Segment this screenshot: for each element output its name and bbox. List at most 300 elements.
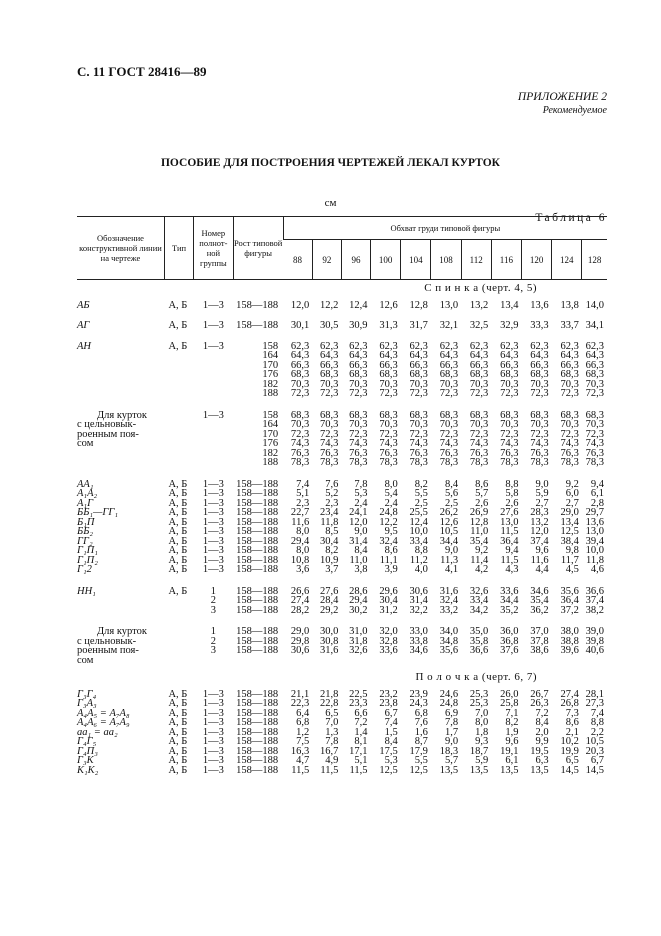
- row-label: К₁К₂: [77, 764, 99, 776]
- row-value: 12,5: [409, 764, 428, 776]
- row-value: 1,2: [296, 726, 310, 738]
- row-type: [164, 627, 193, 637]
- row-group: 1—3: [202, 688, 224, 700]
- row-value: 70,3: [560, 378, 579, 390]
- row-value: [552, 656, 582, 666]
- row-value: 70,3: [320, 378, 339, 390]
- row-value: 4,1: [444, 564, 459, 575]
- row-height: 158—188: [236, 645, 279, 656]
- row-type: [164, 361, 193, 371]
- row-value: 68,3: [409, 409, 428, 421]
- row-value: 31,6: [439, 585, 459, 597]
- row-value: 8,4: [535, 717, 549, 728]
- row-value: 10,0: [409, 526, 428, 537]
- row-value: 31,4: [409, 595, 428, 606]
- row-value: 30,0: [320, 626, 339, 637]
- table-row: [77, 565, 607, 575]
- row-height: 158—188: [236, 554, 279, 566]
- spacer-row: [77, 468, 607, 480]
- row-group: [194, 430, 234, 440]
- row-height: 158—188: [236, 745, 279, 757]
- row-value: 70,3: [379, 378, 398, 390]
- row-value: 11,4: [470, 554, 489, 566]
- row-value: 70,3: [560, 419, 579, 430]
- row-value: 68,3: [560, 369, 579, 380]
- row-value: [491, 656, 521, 666]
- table-row: [77, 380, 607, 390]
- row-value: 8,0: [296, 526, 310, 537]
- row-value: 2,7: [535, 497, 549, 509]
- table-row: [77, 430, 607, 440]
- row-label: сом: [77, 654, 94, 666]
- row-value: 9,9: [535, 736, 549, 747]
- row-value: [371, 656, 401, 666]
- table-row: [77, 596, 607, 606]
- row-value: 30,2: [349, 604, 368, 616]
- row-label: АГ: [77, 320, 90, 331]
- row-value: 6,5: [565, 755, 579, 766]
- row-value: 33,2: [439, 604, 459, 616]
- row-group: [194, 420, 234, 430]
- row-value: 66,3: [379, 359, 398, 371]
- row-value: 37,2: [560, 604, 579, 616]
- row-value: 74,3: [439, 438, 459, 449]
- spacer-row: [77, 310, 607, 321]
- row-height: 158—188: [236, 698, 279, 709]
- spacer-cell: [77, 310, 607, 321]
- row-label: [77, 596, 164, 606]
- row-group: [194, 449, 234, 459]
- row-type: [164, 449, 193, 459]
- row-height: 158—188: [236, 478, 279, 490]
- row-value: 35,4: [469, 535, 489, 547]
- row-value: 68,3: [439, 409, 459, 421]
- row-group: 1—3: [202, 516, 224, 528]
- row-value: 68,3: [585, 369, 604, 380]
- row-value: 62,3: [439, 340, 459, 352]
- row-value: 68,3: [560, 409, 579, 421]
- row-type: А, Б: [168, 688, 188, 700]
- row-value: 37,4: [530, 535, 549, 547]
- table-label: Таблица 6: [535, 212, 607, 224]
- table-row: [77, 321, 607, 331]
- row-group: 1—3: [202, 478, 224, 490]
- row-value: 10,8: [290, 554, 310, 566]
- row-value: 23,3: [349, 698, 368, 709]
- row-group: 2: [210, 595, 216, 606]
- row-value: 70,3: [469, 419, 489, 430]
- row-value: 78,3: [530, 457, 549, 468]
- row-value: 74,3: [320, 438, 339, 449]
- row-value: 76,3: [379, 447, 398, 459]
- row-height: 170: [262, 359, 279, 371]
- row-value: 72,3: [585, 428, 604, 440]
- row-type: [164, 420, 193, 430]
- row-value: 70,3: [409, 378, 428, 390]
- table-row: [77, 301, 607, 311]
- row-value: 8,4: [354, 545, 368, 556]
- row-value: 34,6: [409, 645, 428, 656]
- row-value: 70,3: [379, 419, 398, 430]
- row-label: роенным поя-: [77, 428, 139, 440]
- row-height: 170: [262, 428, 279, 440]
- header-designation: Обозначение конструктивной линии на чертеже: [77, 217, 164, 280]
- row-value: 66,3: [320, 359, 339, 371]
- table-row: [77, 480, 607, 490]
- row-type: А, Б: [168, 554, 188, 566]
- row-value: 12,6: [439, 516, 459, 528]
- row-value: 68,3: [530, 409, 549, 421]
- row-value: 7,3: [565, 707, 579, 719]
- row-value: 5,1: [354, 755, 368, 766]
- row-value: 34,1: [585, 320, 604, 331]
- row-value: 12,0: [530, 526, 549, 537]
- row-value: 72,3: [290, 388, 310, 399]
- row-value: 62,3: [290, 340, 310, 352]
- row-value: 3,8: [354, 564, 368, 575]
- table-row: [77, 508, 607, 518]
- row-value: 22,5: [349, 688, 368, 700]
- row-group: 1: [210, 585, 216, 597]
- row-value: 32,0: [379, 626, 398, 637]
- row-value: 32,1: [439, 320, 459, 331]
- row-label: Г₁П₂: [77, 554, 98, 566]
- row-type: А, Б: [168, 764, 188, 776]
- spacer-cell: [77, 615, 607, 627]
- row-value: 12,4: [409, 516, 428, 528]
- row-value: 25,8: [500, 698, 519, 709]
- row-value: 5,5: [414, 755, 428, 766]
- row-value: 62,3: [349, 340, 368, 352]
- row-group: 3: [210, 604, 216, 616]
- spacer-row: [77, 399, 607, 411]
- row-value: 13,6: [585, 516, 604, 528]
- row-height: 158—188: [236, 717, 279, 728]
- row-value: 8,2: [414, 478, 428, 490]
- row-value: 26,2: [439, 507, 459, 518]
- spacer-row: [77, 615, 607, 627]
- row-label: ББ₁—ГГ₁: [77, 507, 118, 518]
- row-value: 68,3: [500, 409, 519, 421]
- row-value: 32,5: [469, 320, 489, 331]
- table-row: [77, 439, 607, 449]
- row-value: 62,3: [560, 340, 579, 352]
- row-value: 37,4: [585, 595, 604, 606]
- row-value: 8,0: [296, 545, 310, 556]
- table-row: [77, 587, 607, 597]
- row-value: 72,3: [320, 428, 339, 440]
- row-value: 9,8: [565, 545, 579, 556]
- row-group: 1—3: [202, 320, 224, 331]
- row-value: 34,4: [500, 595, 519, 606]
- row-value: 6,7: [384, 707, 398, 719]
- row-value: 10,2: [560, 736, 579, 747]
- row-value: 4,0: [414, 564, 428, 575]
- row-value: 70,3: [349, 419, 368, 430]
- row-value: 28,4: [320, 595, 339, 606]
- row-value: 6,4: [296, 707, 310, 719]
- row-value: [312, 656, 341, 666]
- row-value: 62,3: [530, 340, 549, 352]
- row-value: 11,5: [500, 554, 519, 566]
- row-value: 5,7: [444, 755, 459, 766]
- row-value: 9,5: [384, 526, 398, 537]
- row-group: 1—3: [202, 554, 224, 566]
- row-value: 68,3: [320, 369, 339, 380]
- row-value: 78,3: [379, 457, 398, 468]
- row-value: 13,0: [439, 299, 459, 311]
- row-label: АА₁: [77, 478, 94, 490]
- row-value: 29,4: [349, 595, 368, 606]
- row-value: 2,5: [414, 497, 428, 509]
- unit-label: см: [324, 197, 337, 209]
- row-value: 6,7: [590, 755, 604, 766]
- row-value: 36,8: [500, 635, 519, 647]
- table-row: [77, 361, 607, 371]
- row-value: 2,6: [505, 497, 519, 509]
- row-value: 64,3: [500, 350, 519, 361]
- row-value: 5,9: [475, 755, 489, 766]
- row-value: 22,3: [290, 698, 310, 709]
- row-value: 74,3: [349, 438, 368, 449]
- row-value: 38,6: [530, 645, 549, 656]
- row-value: 70,3: [585, 419, 604, 430]
- row-value: 64,3: [379, 350, 398, 361]
- row-label: Г₃Г₄: [77, 688, 97, 700]
- row-value: 33,3: [530, 320, 549, 331]
- row-value: 74,3: [585, 438, 604, 449]
- table-row: [77, 342, 607, 352]
- row-value: 66,3: [500, 359, 519, 371]
- row-value: 12,8: [409, 299, 428, 311]
- row-value: 66,3: [290, 359, 310, 371]
- row-value: 39,0: [585, 626, 604, 637]
- row-group: 1—3: [202, 488, 224, 499]
- row-value: 9,3: [475, 736, 489, 747]
- row-value: 22,7: [290, 507, 310, 518]
- row-value: 4,5: [565, 564, 579, 575]
- table-row: [77, 699, 607, 709]
- row-value: 27,4: [290, 595, 310, 606]
- row-value: 2,8: [590, 497, 604, 509]
- row-value: 9,2: [475, 545, 489, 556]
- row-value: 11,6: [530, 554, 549, 566]
- row-value: 40,6: [585, 645, 604, 656]
- header-size: 128: [582, 240, 607, 280]
- row-value: 13,6: [530, 299, 549, 311]
- row-value: 8,4: [384, 736, 398, 747]
- row-value: 17,5: [379, 745, 398, 757]
- row-type: А, Б: [168, 340, 188, 352]
- row-value: 33,6: [500, 585, 519, 597]
- row-value: 5,9: [535, 488, 549, 499]
- row-value: 6,1: [590, 488, 604, 499]
- row-label: Г₁2: [77, 564, 92, 575]
- row-value: 32,2: [409, 604, 428, 616]
- row-value: 64,3: [560, 350, 579, 361]
- row-value: 68,3: [349, 369, 368, 380]
- row-value: 10,5: [585, 736, 604, 747]
- row-type: А, Б: [168, 698, 188, 709]
- row-value: 36,4: [560, 595, 579, 606]
- row-value: 78,3: [560, 457, 579, 468]
- row-value: 74,3: [379, 438, 398, 449]
- section-row: [77, 669, 607, 687]
- row-label: [77, 606, 164, 616]
- row-type: А, Б: [168, 707, 188, 719]
- row-group: 1—3: [202, 526, 224, 537]
- section-title: П о л о ч к а (черт. 6, 7): [415, 671, 537, 683]
- row-value: 11,8: [320, 516, 339, 528]
- row-value: 78,3: [409, 457, 428, 468]
- header-group: Номер полнот-ной группы: [194, 217, 234, 280]
- row-group: 1—3: [202, 409, 224, 421]
- row-value: 2,2: [590, 726, 604, 738]
- table-row: [77, 499, 607, 509]
- row-label: с цельновык-: [77, 635, 137, 647]
- row-value: 32,8: [379, 635, 398, 647]
- row-value: 6,3: [535, 755, 549, 766]
- row-value: 10,0: [585, 545, 604, 556]
- row-value: 72,3: [469, 428, 489, 440]
- row-height: 158—188: [236, 585, 279, 597]
- row-type: А, Б: [168, 478, 188, 490]
- row-value: 31,7: [409, 320, 428, 331]
- row-value: 35,4: [530, 595, 549, 606]
- row-value: 13,4: [560, 516, 579, 528]
- row-value: 70,3: [530, 378, 549, 390]
- row-value: 72,3: [500, 388, 519, 399]
- row-value: 74,3: [530, 438, 549, 449]
- row-height: 182: [262, 447, 279, 459]
- row-value: 13,5: [439, 764, 459, 776]
- row-value: 38,8: [560, 635, 579, 647]
- row-height: 158—188: [236, 688, 279, 700]
- row-value: 33,0: [409, 626, 428, 637]
- header-girth: Обхват груди типовой фигуры: [283, 217, 607, 240]
- row-value: 9,0: [535, 478, 549, 490]
- row-value: 23,4: [320, 507, 339, 518]
- row-value: 70,3: [500, 378, 519, 390]
- row-value: 72,3: [530, 428, 549, 440]
- row-group: [194, 439, 234, 449]
- row-value: 35,6: [560, 585, 579, 597]
- row-value: 76,3: [469, 447, 489, 459]
- row-value: 64,3: [409, 350, 428, 361]
- row-type: А, Б: [168, 516, 188, 528]
- row-value: 70,3: [530, 419, 549, 430]
- row-value: 68,3: [585, 409, 604, 421]
- row-height: 158—188: [236, 545, 279, 556]
- row-label: роенным поя-: [77, 645, 139, 656]
- row-value: 9,0: [444, 736, 459, 747]
- row-value: 34,8: [439, 635, 459, 647]
- row-value: 64,3: [530, 350, 549, 361]
- row-value: 35,0: [469, 626, 489, 637]
- table-row: [77, 518, 607, 528]
- header-size: 116: [491, 240, 521, 280]
- table-row: [77, 489, 607, 499]
- row-value: 8,8: [505, 478, 519, 490]
- row-value: 21,8: [320, 688, 339, 700]
- row-value: 72,3: [560, 428, 579, 440]
- row-type: А, Б: [168, 564, 188, 575]
- row-value: 74,3: [290, 438, 310, 449]
- row-value: 1,8: [475, 726, 489, 738]
- row-value: 78,3: [585, 457, 604, 468]
- row-value: 11,6: [291, 516, 310, 528]
- row-value: 33,4: [469, 595, 489, 606]
- row-value: 31,0: [349, 626, 368, 637]
- row-height: 158—188: [236, 516, 279, 528]
- row-value: 72,3: [409, 428, 428, 440]
- row-value: 5,3: [384, 755, 398, 766]
- row-value: 39,6: [560, 645, 579, 656]
- row-value: 14,5: [560, 764, 579, 776]
- row-value: 38,0: [560, 626, 579, 637]
- row-type: А, Б: [168, 755, 188, 766]
- header-size: 124: [552, 240, 582, 280]
- row-value: 5,7: [475, 488, 489, 499]
- row-label: АБ: [77, 299, 90, 311]
- row-label: Б₁П: [77, 516, 95, 528]
- row-height: 176: [262, 369, 279, 380]
- row-value: 70,3: [290, 419, 310, 430]
- row-value: 30,4: [379, 595, 398, 606]
- row-value: 11,0: [470, 526, 489, 537]
- row-value: 7,4: [296, 478, 310, 490]
- row-type: А, Б: [168, 736, 188, 747]
- row-value: 35,6: [439, 645, 459, 656]
- row-value: 20,3: [585, 745, 604, 757]
- row-value: 72,3: [530, 388, 549, 399]
- row-value: 2,7: [565, 497, 579, 509]
- row-label: [77, 458, 164, 468]
- row-height: 158—188: [236, 320, 279, 331]
- table-row: [77, 728, 607, 738]
- appendix-block: [518, 91, 607, 117]
- row-group: 1—3: [202, 707, 224, 719]
- row-value: 3,9: [384, 564, 398, 575]
- row-value: 62,3: [320, 340, 339, 352]
- row-value: 8,0: [384, 478, 398, 490]
- row-height: 176: [262, 438, 279, 449]
- header-size: 96: [341, 240, 370, 280]
- table-row: [77, 737, 607, 747]
- row-value: 32,9: [500, 320, 519, 331]
- row-value: 2,4: [384, 497, 398, 509]
- row-value: 3,7: [325, 564, 339, 575]
- table-row: [77, 627, 607, 637]
- row-value: 72,3: [320, 388, 339, 399]
- row-value: 1,9: [505, 726, 519, 738]
- row-value: 68,3: [290, 409, 310, 421]
- row-value: 72,3: [585, 388, 604, 399]
- row-label: А₁А₂: [77, 488, 98, 499]
- row-value: 23,9: [409, 688, 428, 700]
- row-type: [164, 380, 193, 390]
- header-size: 112: [461, 240, 491, 280]
- row-type: А, Б: [168, 745, 188, 757]
- row-value: 12,5: [560, 526, 579, 537]
- row-value: 62,3: [500, 340, 519, 352]
- row-value: 31,8: [349, 635, 368, 647]
- row-value: 11,2: [409, 554, 428, 566]
- row-value: 9,4: [590, 478, 604, 490]
- recommended-label: Рекомендуемое: [542, 105, 607, 116]
- row-group: [194, 351, 234, 361]
- row-label: аа₁ = аа₂: [77, 726, 118, 738]
